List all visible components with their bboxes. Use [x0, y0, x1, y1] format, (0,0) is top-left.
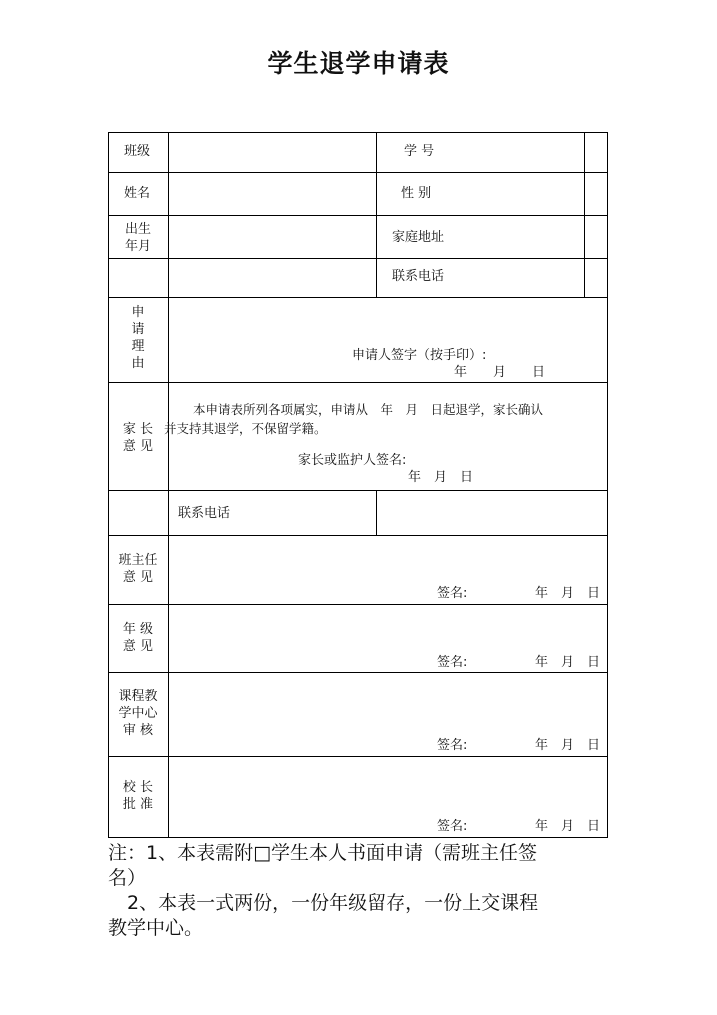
reason-label: 申 请 理 由: [131, 305, 145, 371]
table-border-right: [607, 132, 608, 838]
principal-approval-label: 校 长 批 准: [122, 780, 154, 812]
page-title: 学生退学申请表: [267, 49, 450, 78]
table-border-top: [108, 132, 608, 133]
column-divider: [584, 132, 585, 297]
row-divider: [108, 756, 608, 757]
class-label: 班级: [124, 144, 151, 159]
applicant-date: 年 月 日: [454, 365, 546, 380]
column-divider: [376, 132, 377, 297]
note-2-line-2: 教学中心。: [108, 917, 204, 939]
grade-signature-label: 签名:: [437, 655, 468, 670]
parent-phone-label: 联系电话: [178, 506, 231, 521]
row-divider: [108, 172, 608, 173]
column-divider: [376, 490, 377, 535]
table-border-bottom: [108, 837, 608, 838]
note-1-line-1: 注：1、本表需附□学生本人书面申请（需班主任签: [108, 842, 538, 864]
row-divider: [108, 258, 608, 259]
principal-signature-label: 签名:: [437, 819, 468, 834]
note-2-line-1: 2、本表一式两份，一份年级留存，一份上交课程: [108, 892, 539, 914]
curriculum-center-review-label: 课程教 学中心 审 核: [118, 689, 158, 738]
row-divider: [108, 604, 608, 605]
student-number-label: 学 号: [404, 144, 435, 159]
head-teacher-date: 年 月 日: [535, 586, 601, 601]
row-divider: [108, 215, 608, 216]
head-teacher-opinion-label: 班主任 意 见: [118, 553, 158, 585]
row-divider: [108, 297, 608, 298]
name-label: 姓名: [124, 186, 151, 201]
head-teacher-signature-label: 签名:: [437, 586, 468, 601]
column-divider: [168, 132, 169, 838]
applicant-signature-label: 申请人签字（按手印）:: [352, 348, 487, 363]
birth-date-label: 出生 年月: [124, 222, 151, 254]
row-divider: [108, 535, 608, 536]
row-divider: [108, 672, 608, 673]
row-divider: [108, 382, 608, 383]
parent-date: 年 月 日: [408, 470, 474, 485]
row-divider: [108, 490, 608, 491]
principal-date: 年 月 日: [535, 819, 601, 834]
curriculum-center-date: 年 月 日: [535, 738, 601, 753]
parent-statement-line-1: 本申请表所列各项属实，申请从 年 月 日起退学，家长确认: [193, 402, 544, 417]
contact-phone-label: 联系电话: [392, 269, 445, 284]
curriculum-center-signature-label: 签名:: [437, 738, 468, 753]
grade-opinion-label: 年 级 意 见: [122, 622, 154, 654]
gender-label: 性 别: [401, 186, 432, 201]
home-address-label: 家庭地址: [392, 230, 445, 245]
withdrawal-form-table: [108, 132, 608, 838]
grade-date: 年 月 日: [535, 655, 601, 670]
parent-statement-line-2: 并支持其退学，不保留学籍。: [164, 421, 327, 436]
note-1-line-2: 名）: [108, 867, 147, 889]
parent-opinion-label: 家 长 意 见: [122, 422, 154, 454]
parent-signature-label: 家长或监护人签名:: [298, 453, 407, 468]
